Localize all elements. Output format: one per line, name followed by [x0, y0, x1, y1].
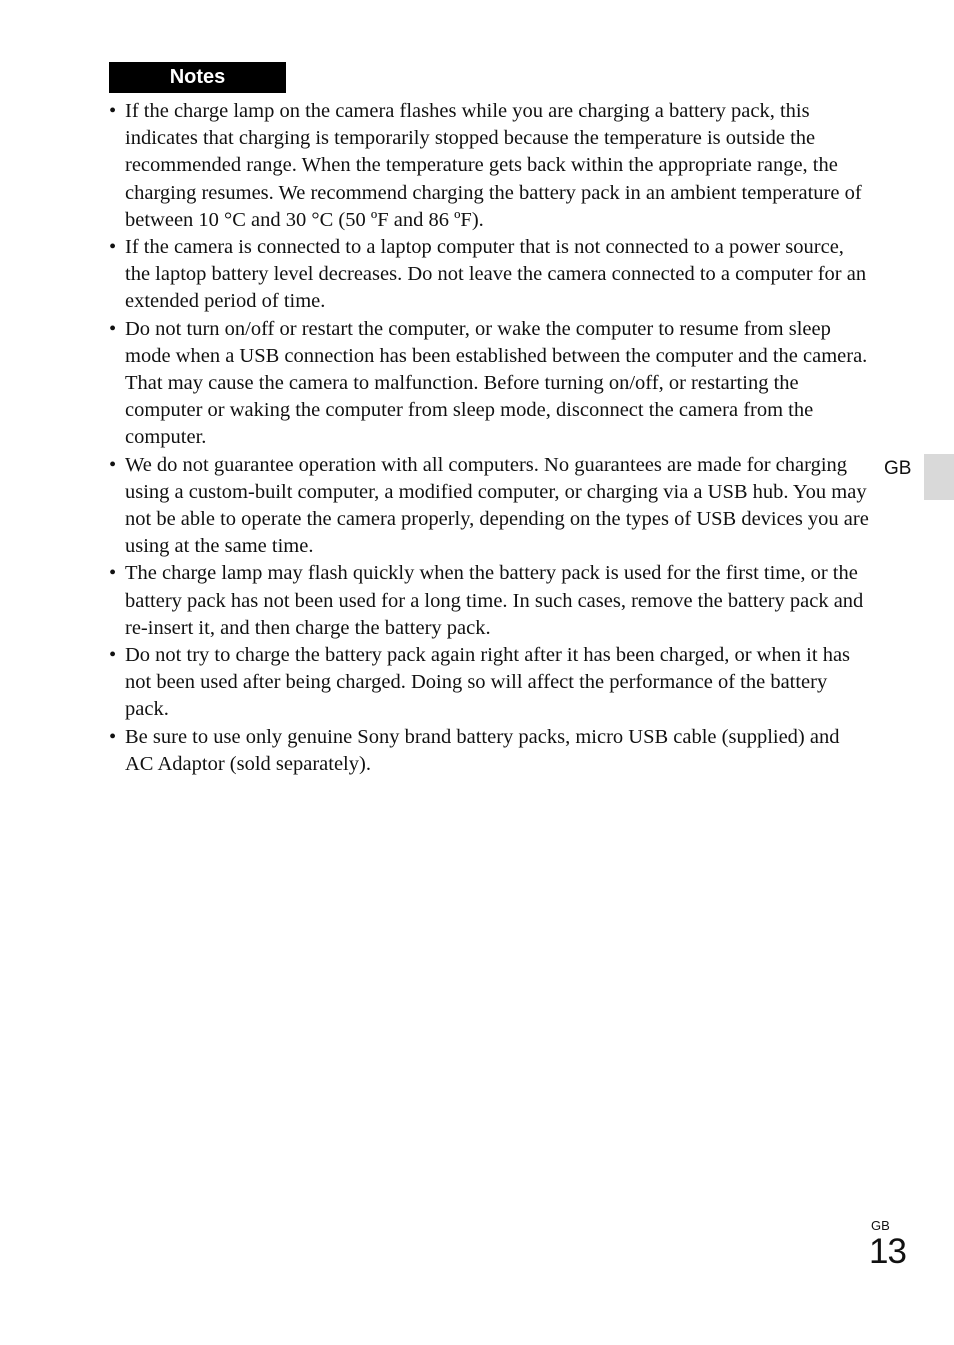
note-item: [109, 724, 869, 778]
bullet-icon: •: [109, 236, 117, 259]
page-region-label: GB: [871, 1218, 890, 1233]
notes-heading: Notes: [109, 62, 286, 93]
bullet-icon: •: [109, 100, 117, 122]
note-text: Do not turn on/off or restart the computer, or wake the computer to resume from sleep mode when a USB connection has been established between the computer and the camera. That may cause the camera to malfunction. Before turning on/off, or restarting the computer or waking the computer from sleep mode, disconnect the camera from the computer.: [125, 317, 868, 449]
note-item: [109, 452, 869, 561]
note-text: Be sure to use only genuine Sony brand battery packs, micro USB cable (supplied) and AC Adaptor (sold separately).: [125, 725, 840, 775]
page-number: 13: [869, 1232, 906, 1271]
note-text: Do not try to charge the battery pack again right after it has been charged, or when it has not been used after being charged. Doing so will affect the performance of the battery pack.: [125, 644, 851, 721]
bullet-icon: •: [109, 453, 117, 476]
bullet-icon: •: [109, 644, 117, 667]
bullet-icon: •: [109, 317, 117, 340]
note-text: If the camera is connected to a laptop computer that is not connected to a power source, the laptop battery level decreases. Do not leave the camera connected to a computer for an extended period of time.: [125, 236, 867, 313]
language-tab-label: GB: [884, 458, 912, 479]
notes-list: [109, 98, 869, 778]
note-text: We do not guarantee operation with all computers. No guarantees are made for charging using a custom-built computer, a modified computer, or charging via a USB hub. You may not be able to operate the camera properly, depending on the types of USB devices you are using at the same time.: [125, 453, 869, 558]
note-item: [109, 316, 869, 452]
note-item: [109, 560, 869, 642]
note-item: [109, 642, 869, 724]
note-text: If the charge lamp on the camera flashes while you are charging a battery pack, this indicates that charging is temporarily stopped because the temperature is outside the recommended range. When the temperature gets back within the appropriate range, the charging resumes. We recommend charging the battery pack in an ambient temperature of between 10 °C and 30 °C (50 ºF and 86 ºF).: [125, 100, 862, 231]
note-text: The charge lamp may flash quickly when the battery pack is used for the first time, or the battery pack has not been used for a long time. In such cases, remove the battery pack and re-insert it, and then charge the battery pack.: [125, 562, 864, 639]
note-item: [109, 234, 869, 316]
language-tab-marker: [924, 454, 954, 500]
note-item: [109, 98, 869, 234]
bullet-icon: •: [109, 725, 117, 748]
bullet-icon: •: [109, 562, 117, 585]
